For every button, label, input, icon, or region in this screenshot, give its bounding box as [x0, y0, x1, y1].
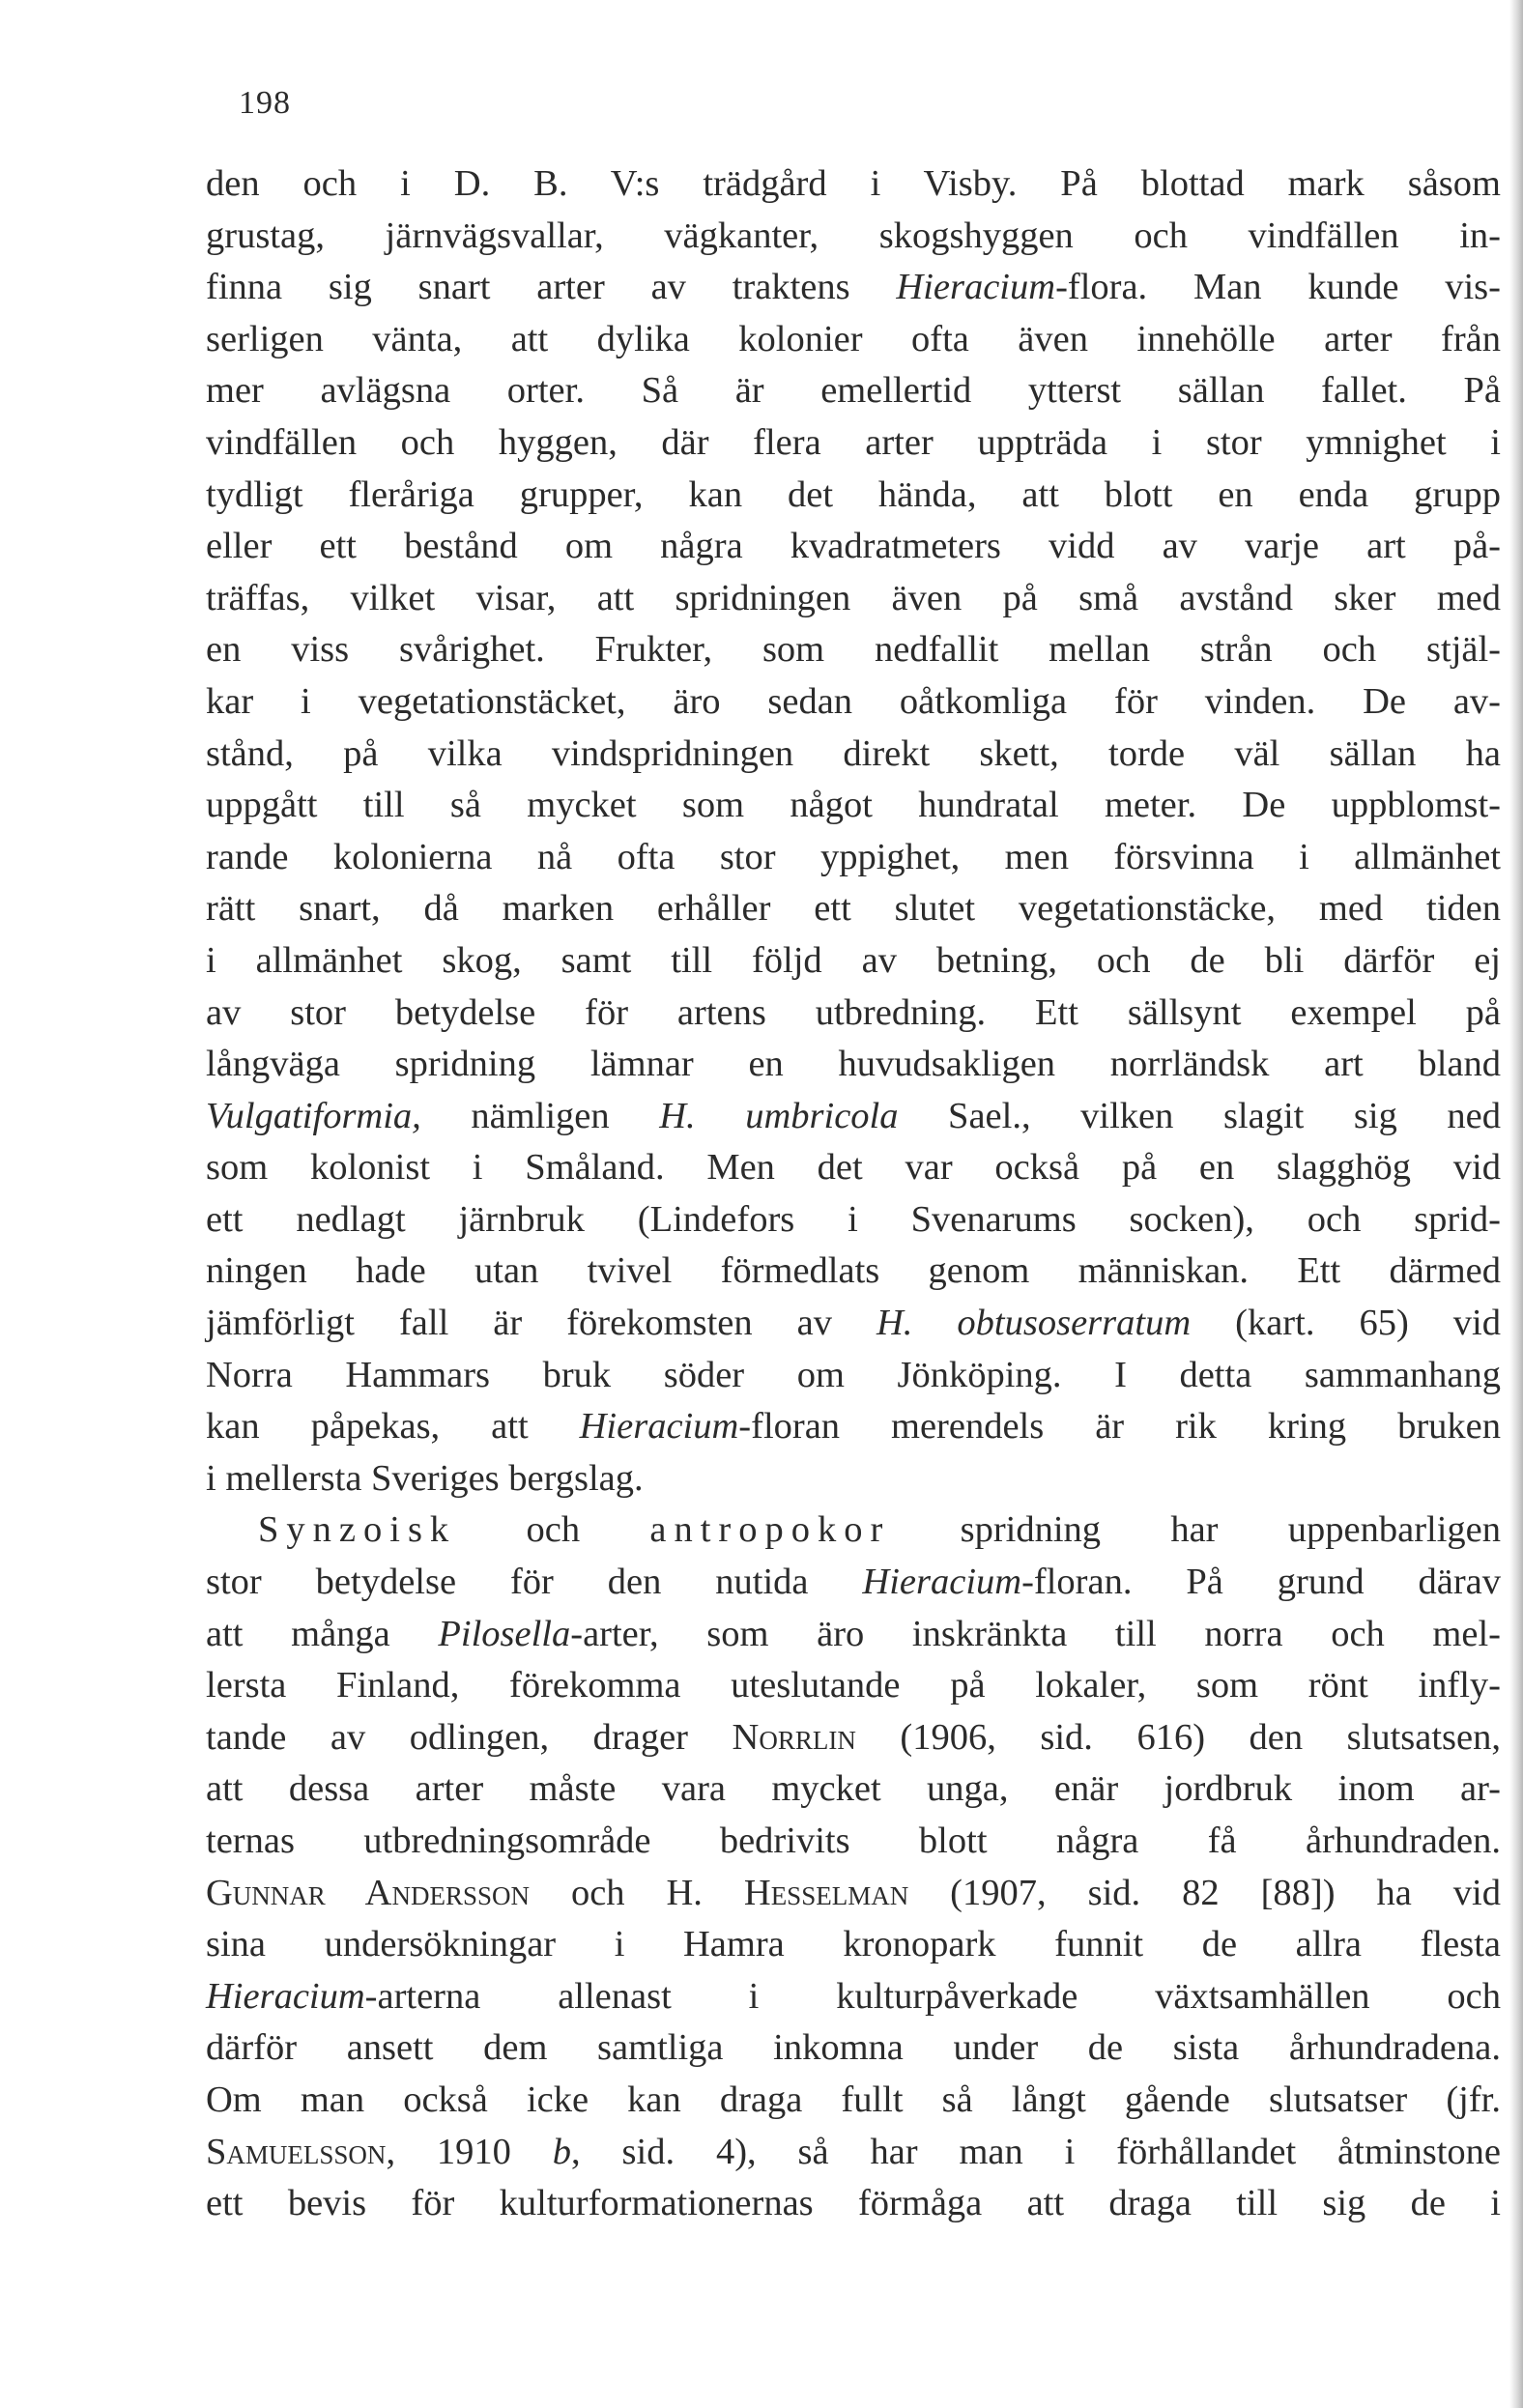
text-segment: spridning har uppenbarligen [890, 1509, 1501, 1551]
text-line: mer avlägsna orter. Så är emellertid ytterst sällan fallet. På [206, 370, 1501, 412]
text-line [206, 1557, 1501, 1609]
text-line [206, 1298, 1501, 1350]
italic-text: H. umbricola [659, 1095, 899, 1136]
italic-text: Hieracium [896, 267, 1056, 308]
text-segment: nämligen [420, 1095, 660, 1136]
text-line: lersta Finland, förekomma uteslutande på lokaler, som rönt infly- [206, 1665, 1501, 1706]
text-segment: , sid. 4), så har man i förhållandet åtminstone [571, 2131, 1501, 2172]
text-segment: Sael., vilken slagit sig ned [898, 1095, 1501, 1136]
spaced-emphasis: Synzoisk [258, 1509, 457, 1551]
text-line: träffas, vilket visar, att spridningen även på små avstånd sker med [206, 577, 1501, 618]
text-line: en viss svårighet. Frukter, som nedfallit mellan strån och stjäl- [206, 629, 1501, 671]
text-segment: -floran merendels är rik kring bruken [738, 1406, 1501, 1448]
text-line: som kolonist i Småland. Men det var också på en slagghög vid [206, 1147, 1501, 1189]
italic-text: Vulgatiformia, [206, 1095, 421, 1136]
text-line: sina undersökningar i Hamra kronopark funnit de allra flesta [206, 1924, 1501, 1965]
text-segment: -arter, som äro inskränkta till norra och mel- [570, 1613, 1501, 1654]
text-line: Norra Hammars bruk söder om Jönköping. I detta sammanhang [206, 1354, 1501, 1395]
text-segment: -floran. På grund därav [1021, 1562, 1501, 1603]
text-segment: , 1910 [386, 2131, 553, 2172]
text-line: tydligt fleråriga grupper, kan det hända, att blott en enda grupp [206, 473, 1501, 515]
text-segment: (1906, sid. 616) den slutsatsen, [855, 1716, 1502, 1758]
text-segment: tande av odlingen, drager [206, 1716, 733, 1758]
italic-text: Hieracium [206, 1975, 365, 2017]
text-line: serligen vänta, att dylika kolonier ofta även innehölle arter från [206, 318, 1501, 359]
text-line: ternas utbredningsområde bedrivits blott några få århundraden. [206, 1820, 1501, 1861]
italic-text: Hieracium [579, 1406, 739, 1448]
page-number: 198 [239, 85, 291, 121]
text-line: stånd, på vilka vindspridningen direkt skett, torde väl sällan ha [206, 732, 1501, 774]
author-name: Samuelsson [206, 2131, 387, 2172]
text-line [206, 2127, 1501, 2179]
page-edge-shadow [1509, 0, 1523, 2408]
text-segment: och H. [529, 1872, 744, 1913]
author-name: Hesselman [743, 1872, 909, 1913]
text-line: i mellersta Sveriges bergslag. [206, 1457, 644, 1499]
text-line: att dessa arter måste vara mycket unga, enär jordbruk inom ar- [206, 1768, 1501, 1810]
italic-text: Hieracium [862, 1562, 1022, 1603]
text-line [206, 1712, 1501, 1764]
text-segment: att många [206, 1613, 439, 1654]
text-line: rätt snart, då marken erhåller ett slutet vegetationstäcke, med tiden [206, 888, 1501, 930]
text-line [206, 1505, 1501, 1557]
text-line [206, 262, 1501, 314]
text-line: kar i vegetationstäcket, äro sedan oåtkomliga för vinden. De av- [206, 680, 1501, 722]
text-line: vindfällen och hyggen, där flera arter uppträda i stor ymnighet i [206, 421, 1501, 463]
text-line: Om man också icke kan draga fullt så långt gående slutsatser (jfr. [206, 2078, 1501, 2120]
text-line: ningen hade utan tvivel förmedlats genom människan. Ett därmed [206, 1250, 1501, 1292]
text-segment: jämförligt fall är förekomsten av [206, 1303, 876, 1344]
text-line: ett bevis för kulturformationernas förmåga att draga till sig de i [206, 2183, 1501, 2224]
text-segment: och [456, 1509, 650, 1551]
text-segment: -arterna allenast i kulturpåverkade växtsamhällen och [364, 1975, 1501, 2017]
text-line: därför ansett dem samtliga inkomna under de sista århundradena. [206, 2027, 1501, 2069]
text-line: rande kolonierna nå ofta stor yppighet, men försvinna i allmänhet [206, 836, 1501, 877]
body-text [206, 158, 1501, 2230]
text-line: eller ett bestånd om några kvadratmeters vidd av varje art på- [206, 526, 1501, 567]
italic-text: Pilosella [438, 1613, 571, 1654]
text-segment: (kart. 65) vid [1191, 1303, 1501, 1344]
text-line [206, 1609, 1501, 1661]
text-line: i allmänhet skog, samt till följd av betning, och de bli därför ej [206, 939, 1501, 981]
text-line [206, 1971, 1501, 2023]
text-segment: kan påpekas, att [206, 1406, 580, 1448]
italic-text: H. obtusoserratum [876, 1303, 1192, 1344]
text-line: långväga spridning lämnar en huvudsakligen norrländsk art bland [206, 1044, 1501, 1085]
text-segment: stor betydelse för den nutida [206, 1562, 863, 1603]
text-line: grustag, järnvägsvallar, vägkanter, skogshyggen och vindfällen in- [206, 215, 1501, 256]
text-segment: -flora. Man kunde vis- [1055, 267, 1501, 308]
text-line: uppgått till så mycket som något hundratal meter. De uppblomst- [206, 785, 1501, 826]
spaced-emphasis: antropokor [649, 1509, 891, 1551]
text-segment: finna sig snart arter av traktens [206, 267, 897, 308]
text-segment: (1907, sid. 82 [88]) ha vid [908, 1872, 1501, 1913]
author-name: Norrlin [732, 1716, 856, 1758]
italic-text: b [552, 2131, 572, 2172]
text-line: av stor betydelse för artens utbredning. Ett sällsynt exempel på [206, 991, 1501, 1033]
text-line [206, 1868, 1501, 1920]
author-name: Gunnar Andersson [206, 1872, 530, 1913]
text-line: den och i D. B. V:s trädgård i Visby. På blottad mark såsom [206, 163, 1501, 204]
text-line [206, 1401, 1501, 1453]
text-line [206, 1091, 1501, 1143]
text-line: ett nedlagt järnbruk (Lindefors i Svenarums socken), och sprid- [206, 1198, 1501, 1240]
